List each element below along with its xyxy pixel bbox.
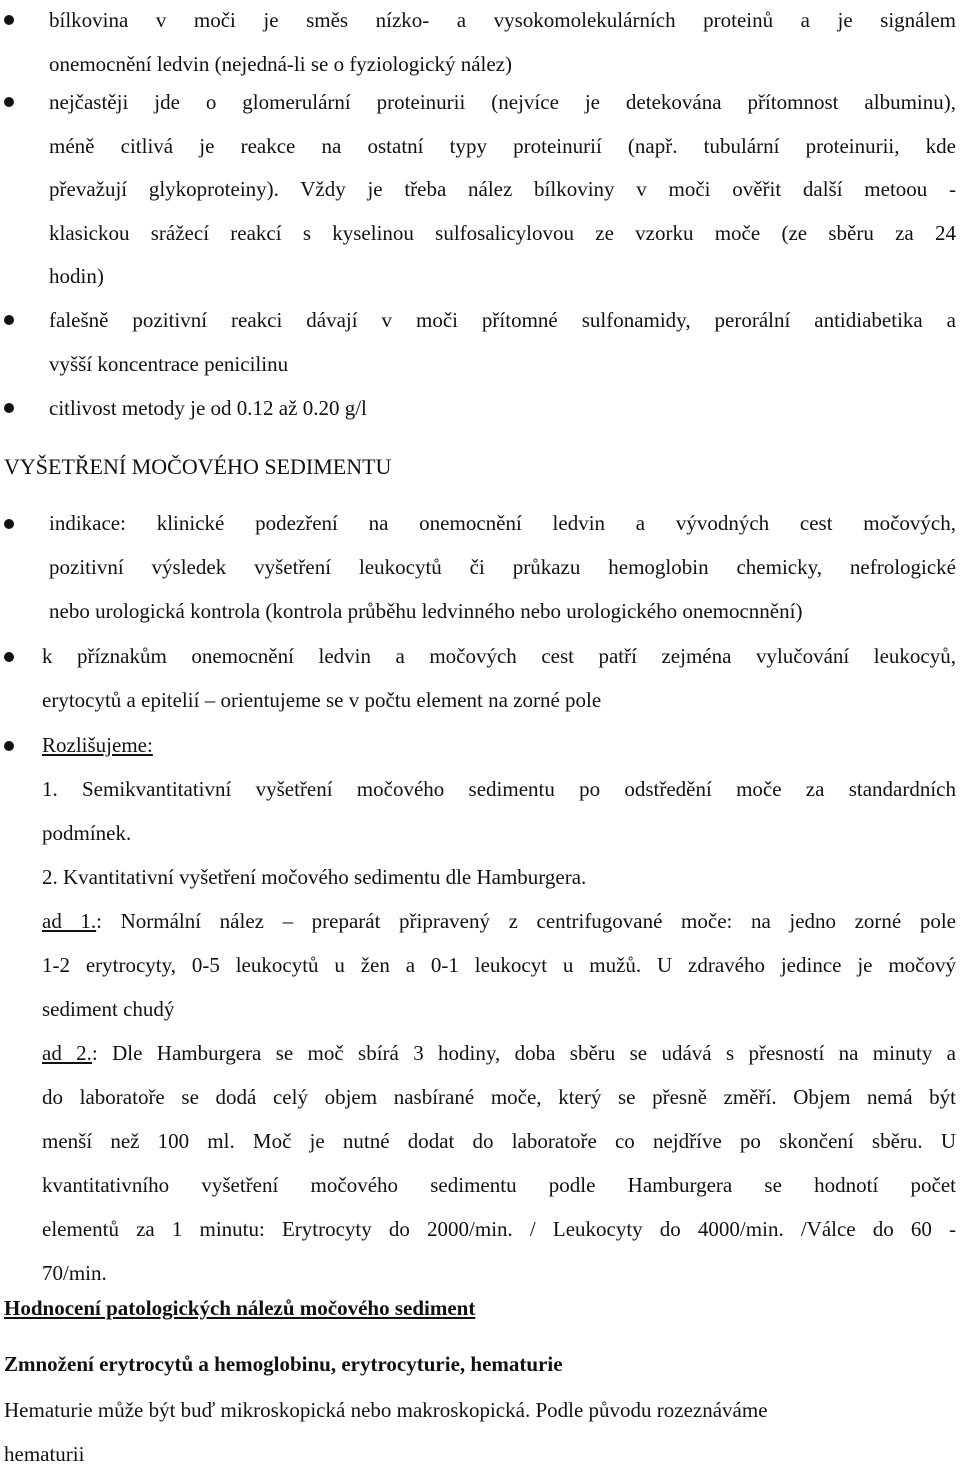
paragraph (49, 387, 956, 431)
text-line: méně citlivá je reakce na ostatní typy proteinurií (např. tubulární proteinurii, kde (49, 133, 956, 158)
ad2-text: : Dle Hamburgera se moč sbírá 3 hodiny, doba sběru se udává s přesností na minuty a (91, 1041, 956, 1065)
rozlisujeme-label: Rozlišujeme: (42, 733, 153, 757)
text-line: indikace: klinické podezření na onemocnění ledvin a vývodných cest močových, (49, 511, 956, 535)
text-line: sediment chudý (42, 997, 175, 1021)
text-line: hodin) (49, 264, 104, 288)
text-line: menší než 100 ml. Moč je nutné dodat do laboratoře co nejdříve po skončení sběru. U (42, 1129, 956, 1153)
text-line: klasickou srážecí reakcí s kyselinou sulfosalicylovou ze vzorku moče (ze sběru za 24 (49, 220, 956, 245)
text-line: podmínek. (42, 821, 132, 845)
text-line: Hematurie může být buď mikroskopická nebo makroskopická. Podle původu rozeznáváme (4, 1398, 768, 1422)
text-line: nebo urologická kontrola (kontrola průběhu ledvinného nebo urologického onemocnnění) (49, 599, 803, 623)
text-line (42, 723, 956, 767)
ad1-label: ad 1. (42, 909, 97, 933)
bullet-icon (4, 519, 14, 529)
text-line: onemocnění ledvin (nejedná-li se o fyziologický nález) (49, 51, 512, 76)
text-line: nejčastěji jde o glomerulární proteinurii (nejvíce je detekována přítomnost albuminu), (49, 90, 956, 114)
text-line: erytocytů a epitelií – orientujeme se v počtu element na zorné pole (42, 688, 602, 712)
section-heading-hodnoceni (4, 1296, 475, 1321)
bullet-icon (4, 15, 14, 25)
text-line: bílkovina v moči je směs nízko- a vysokomolekulárních proteinů a je signálem (49, 8, 956, 32)
text-line: 1-2 erytrocyty, 0-5 leukocytů u žen a 0-1 leukocyt u mužů. U zdravého jedince je močový (42, 953, 956, 977)
section-heading-sediment: VYŠETŘENÍ MOČOVÉHO SEDIMENTU (4, 454, 392, 479)
paragraph (49, 81, 956, 299)
text-line: kvantitativního vyšetření močového sedimentu podle Hamburgera se hodnotí počet (42, 1173, 956, 1197)
text-line: 1. Semikvantitativní vyšetření močového sedimentu po odstředění moče za standardních (42, 777, 956, 801)
paragraph (49, 501, 956, 633)
text-line: k příznakům onemocnění ledvin a močových cest patří zejména vylučování leukocyů, (42, 644, 956, 668)
text-line: hematurii (4, 1442, 85, 1466)
section-heading-zmnozeni: Zmnožení erytrocytů a hemoglobinu, erytrocyturie, hematurie (4, 1352, 563, 1376)
bullet-icon (4, 652, 14, 662)
text-line (42, 1031, 956, 1075)
text-line: elementů za 1 minutu: Erytrocyty do 2000/min. / Leukocyty do 4000/min. /Válce do 60 - (42, 1217, 956, 1241)
bullet-icon (4, 97, 14, 107)
text-line (42, 899, 956, 943)
bullet-icon (4, 403, 14, 413)
text-line: 70/min. (42, 1261, 107, 1285)
ad1-text: : Normální nález – preparát připravený z centrifugované moče: na jedno zorné pole (96, 909, 956, 933)
paragraph (49, 299, 956, 386)
text-line: pozitivní výsledek vyšetření leukocytů či průkazu hemoglobin chemicky, nefrologické (49, 555, 956, 579)
text-line: převažují glykoproteiny). Vždy je třeba nález bílkoviny v moči ověřit další metoou - (49, 177, 956, 201)
paragraph-hematurie (4, 1388, 956, 1476)
ad2-label: ad 2. (42, 1041, 92, 1065)
text-line: citlivost metody je od 0.12 až 0.20 g/l (49, 396, 367, 420)
paragraph (49, 0, 956, 86)
heading-hodnoceni-text: Hodnocení patologických nálezů močového sediment (4, 1296, 476, 1320)
text-line: do laboratoře se dodá celý objem nasbírané moče, který se přesně změří. Objem nemá být (42, 1085, 956, 1109)
bullet-icon (4, 315, 14, 325)
text-line: falešně pozitivní reakci dávají v moči přítomné sulfonamidy, perorální antidiabetika a (49, 308, 956, 332)
bullet-icon (4, 741, 14, 751)
paragraph (42, 723, 956, 1295)
text-line: 2. Kvantitativní vyšetření močového sedimentu dle Hamburgera. (42, 865, 587, 889)
paragraph (42, 634, 956, 722)
text-line: vyšší koncentrace penicilinu (49, 351, 289, 376)
